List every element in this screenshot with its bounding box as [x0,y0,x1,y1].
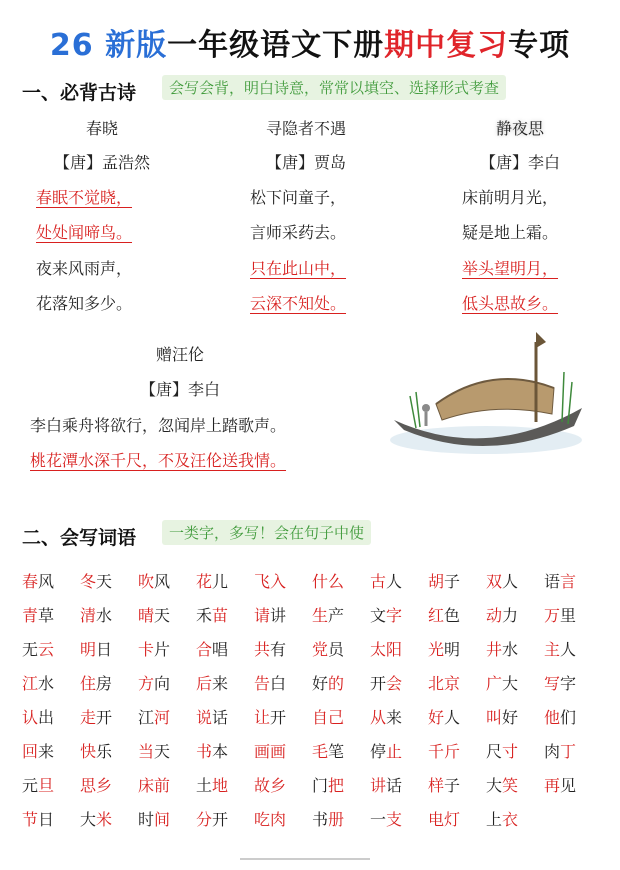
poem-line: 春眠不觉晓， [36,188,133,207]
word-item: 什么 [312,571,345,591]
word-item: 红色 [428,605,461,625]
word-item: 分开 [196,809,229,829]
word-item: 认出 [22,707,55,727]
word-item: 古人 [370,571,403,591]
word-item: 飞入 [254,571,287,591]
word-row [22,665,602,699]
poem-author: 【唐】李白 [479,153,560,172]
poem-title: 静夜思 [495,119,544,138]
word-item: 井水 [486,639,519,659]
word-item: 从来 [370,707,403,727]
title-part-3: 期中复习 [384,28,509,63]
word-item: 故乡 [254,775,287,795]
word-item: 清水 [80,605,113,625]
poem-author: 【唐】孟浩然 [53,153,150,172]
word-item: 叫好 [486,707,519,727]
poem-line: 桃花潭水深千尺，不及汪伦送我情。 [30,451,287,470]
word-item: 节日 [22,809,55,829]
word-item: 样子 [428,775,461,795]
poem-author: 【唐】李白 [139,380,220,399]
poem-line: 言师采药去。 [250,223,347,242]
poem-line: 疑是地上霜。 [462,223,559,242]
word-row [22,801,602,835]
word-item: 思乡 [80,775,113,795]
word-item: 共有 [254,639,287,659]
word-item: 语言 [544,571,577,591]
word-item: 合唱 [196,639,229,659]
word-item: 门把 [312,775,345,795]
word-item: 书本 [196,741,229,761]
poem-line: 花落知多少。 [36,294,133,313]
word-item: 花儿 [196,571,229,591]
word-item: 当天 [138,741,171,761]
word-item: 说话 [196,707,229,727]
word-item: 万里 [544,605,577,625]
word-item: 书册 [312,809,345,829]
word-item: 自己 [312,707,345,727]
word-item: 胡子 [428,571,461,591]
word-item: 无云 [22,639,55,659]
poem-line: 夜来风雨声， [36,259,133,278]
word-item: 床前 [138,775,171,795]
poem-line: 处处闻啼鸟。 [36,223,133,242]
section-2-heading: 二、会写词语 [22,527,137,549]
word-item: 停止 [370,741,403,761]
poem-line: 举头望明月， [462,259,559,278]
word-item: 土地 [196,775,229,795]
word-item: 写字 [544,673,577,693]
word-item: 晴天 [138,605,171,625]
word-item: 双人 [486,571,519,591]
poem-line: 只在此山中， [250,259,347,278]
word-item: 走开 [80,707,113,727]
word-item: 尺寸 [486,741,519,761]
word-row [22,733,602,767]
word-item: 快乐 [80,741,113,761]
word-item: 太阳 [370,639,403,659]
word-item: 上衣 [486,809,519,829]
poem-author: 【唐】贾岛 [265,153,346,172]
word-row [22,767,602,801]
section-1-heading: 一、必背古诗 [22,82,137,104]
next-section-edge [240,858,370,870]
word-item: 好的 [312,673,345,693]
word-item: 动力 [486,605,519,625]
word-item: 江河 [138,707,171,727]
word-item: 后来 [196,673,229,693]
word-row [22,597,602,631]
word-item: 卡片 [138,639,171,659]
word-item: 广大 [486,673,519,693]
word-item: 明日 [80,639,113,659]
poem-line: 李白乘舟将欲行，忽闻岸上踏歌声。 [30,416,287,435]
word-item: 好人 [428,707,461,727]
word-item: 毛笔 [312,741,345,761]
word-row [22,631,602,665]
word-item: 青草 [22,605,55,625]
title-part-1: 26 新版 [49,28,168,63]
word-item: 请讲 [254,605,287,625]
word-item: 画画 [254,741,287,761]
word-item: 文字 [370,605,403,625]
word-item: 时间 [138,809,171,829]
poem-line: 云深不知处。 [250,294,347,313]
poem-title: 春晓 [85,119,118,138]
word-row [22,563,602,597]
word-item: 主人 [544,639,577,659]
word-item: 冬天 [80,571,113,591]
section-1-tip: 会写会背，明白诗意，常常以填空、选择形式考查 [162,75,506,100]
poem-line: 床前明月光， [462,188,559,207]
word-item: 光明 [428,639,461,659]
word-item: 再见 [544,775,577,795]
poem-title: 寻隐者不遇 [265,119,346,138]
poem-line: 低头思故乡。 [462,294,559,313]
title-part-4: 专项 [508,28,571,63]
word-item: 元旦 [22,775,55,795]
title-part-2: 一年级语文下册 [167,28,385,63]
word-item: 吃肉 [254,809,287,829]
word-item: 北京 [428,673,461,693]
word-item: 电灯 [428,809,461,829]
word-row [22,699,602,733]
word-item: 开会 [370,673,403,693]
page-title [0,20,620,64]
word-item: 大米 [80,809,113,829]
word-item: 回来 [22,741,55,761]
word-item: 生产 [312,605,345,625]
word-item: 一支 [370,809,403,829]
word-item: 吹风 [138,571,171,591]
word-grid [22,563,602,835]
word-item: 住房 [80,673,113,693]
word-item: 江水 [22,673,55,693]
boat-illustration [386,322,586,462]
word-item: 禾苗 [196,605,229,625]
section-2-tip: 一类字，多写！会在句子中使 [162,520,371,545]
poem-line: 松下问童子， [250,188,347,207]
word-item: 他们 [544,707,577,727]
word-item: 千斤 [428,741,461,761]
poem-title: 赠汪伦 [155,345,204,364]
word-item: 方向 [138,673,171,693]
word-item: 告白 [254,673,287,693]
word-item: 党员 [312,639,345,659]
word-item: 大笑 [486,775,519,795]
word-item: 肉丁 [544,741,577,761]
word-item: 让开 [254,707,287,727]
word-item: 讲话 [370,775,403,795]
word-item: 春风 [22,571,55,591]
